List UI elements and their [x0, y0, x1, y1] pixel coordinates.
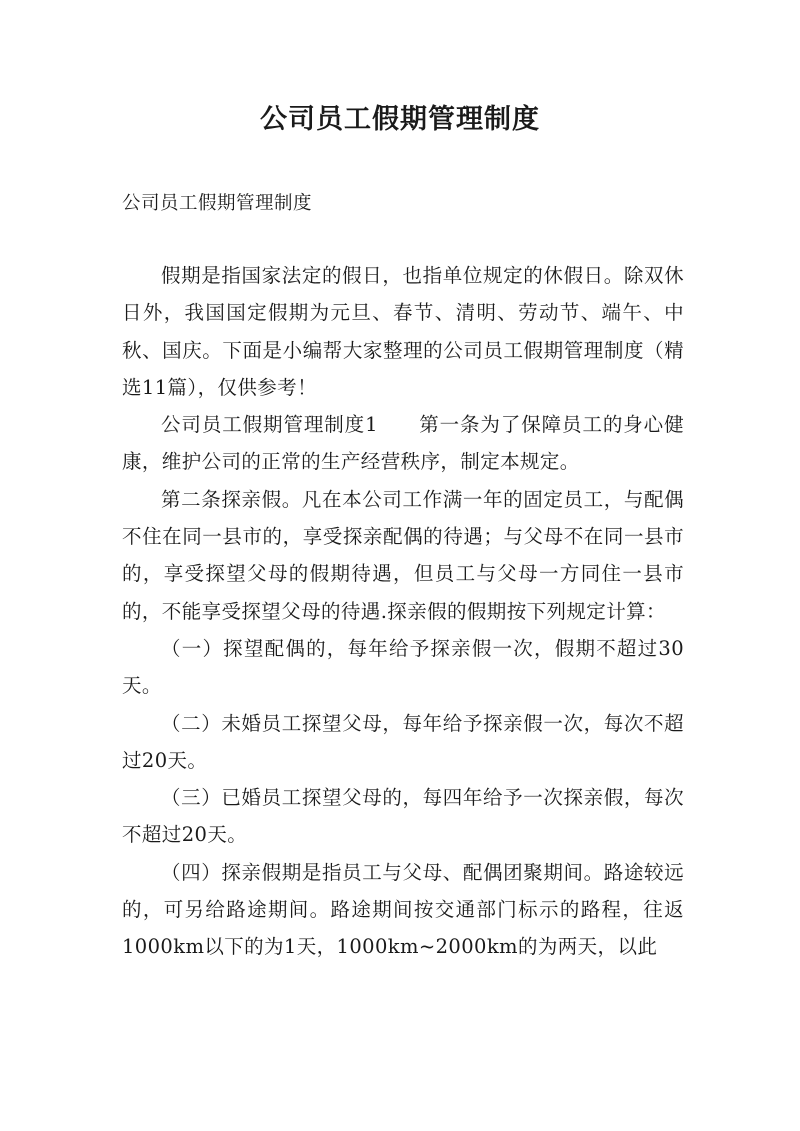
paragraph-article-1: 公司员工假期管理制度1 第一条为了保障员工的身心健康，维护公司的正常的生产经营秩序，制定本规定。 — [122, 413, 684, 474]
document-title: 公司员工假期管理制度 — [260, 104, 540, 135]
paragraph-intro: 假期是指国家法定的假日，也指单位规定的休假日。除双休日外，我国国定假期为元旦、春节、清明、劳动节、端午、中秋、国庆。下面是小编帮大家整理的公司员工假期管理制度（精选11篇），仅供参考！ — [122, 264, 684, 399]
paragraph-item-4: （四）探亲假期是指员工与父母、配偶团聚期间。路途较远的，可另给路途期间。路途期间按交通部门标示的路程，往返1000km以下的为1天，1000km~2000km的为两天，以此 — [122, 860, 684, 959]
paragraph-item-2: （二）未婚员工探望父母，每年给予探亲假一次，每次不超过20天。 — [122, 711, 684, 772]
paragraph-item-3: （三）已婚员工探望父母的，每四年给予一次探亲假，每次不超过20天。 — [122, 786, 684, 847]
paragraph-item-1: （一）探望配偶的，每年给予探亲假一次，假期不超过30天。 — [122, 636, 684, 698]
document-body — [122, 257, 684, 966]
document-subtitle: 公司员工假期管理制度 — [122, 193, 313, 214]
paragraph-article-2: 第二条探亲假。凡在本公司工作满一年的固定员工，与配偶不住在同一县市的，享受探亲配偶的待遇；与父母不在同一县市的，享受探望父母的假期待遇，但员工与父母一方同住一县市的，不能享受探望父母的待遇.探亲假的假期按下列规定计算： — [122, 487, 684, 623]
